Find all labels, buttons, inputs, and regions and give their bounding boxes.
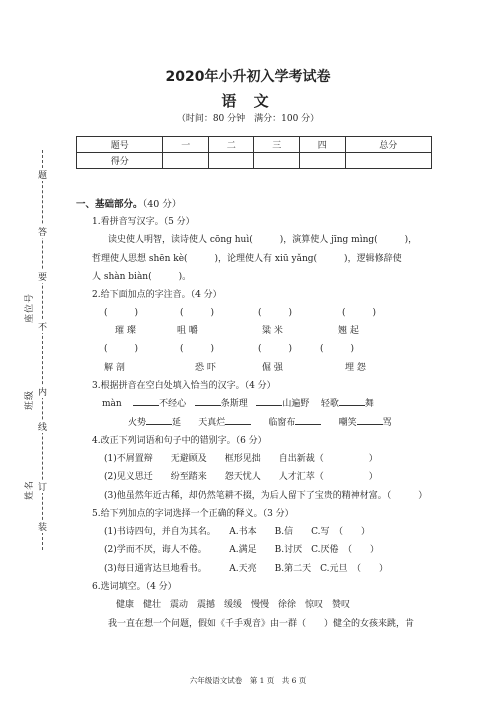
name-label: 姓名: [25, 479, 35, 500]
q6-word-bank: 健康 健壮 震动 震撼 缓缓 慢慢 徐徐 惊叹 赞叹: [116, 600, 351, 610]
score-cell: 二: [208, 137, 254, 153]
time-note: （时间：80 分钟 满分：100 分）: [176, 114, 320, 124]
q2-stem: 2.给下面加点的字注音。（4 分）: [92, 290, 222, 300]
q3-word: 舞: [364, 399, 374, 409]
q3-blank[interactable]: [195, 396, 221, 406]
score-cell: 总分: [345, 137, 432, 153]
q4-line: (3)他虽然年近古稀，却仍然笔耕不掇，为后人留下了宝贵的精神材富。（ ）: [104, 491, 428, 501]
score-cell: 三: [254, 137, 300, 153]
binding-mark-2: 答: [38, 225, 47, 238]
q3-word: 条斯理: [220, 399, 248, 409]
q3-pinyin: màn: [102, 399, 122, 409]
score-cell: 一: [163, 137, 209, 153]
q6-stem: 6.选词填空。（4 分）: [92, 582, 177, 592]
q3-word: 山遍野: [282, 399, 310, 409]
q6-line: 我一直在想一个问题，假如《千手观音》由一群（ ）健全的女孩来跳，肯: [108, 619, 415, 629]
q3-blank[interactable]: [225, 415, 251, 425]
binding-mark-3: 要: [38, 270, 47, 283]
score-table-score-row: [77, 153, 432, 169]
score-input-cell[interactable]: [345, 153, 432, 169]
q2-word: 恐 吓: [195, 363, 216, 373]
q3-word: 轻歌: [320, 399, 339, 409]
q2-bracket[interactable]: ( ): [104, 308, 139, 318]
q2-bracket[interactable]: ( ): [320, 344, 355, 354]
q5-stem: 5.给下列加点的字词选择一个正确的释义。（3 分）: [92, 509, 294, 519]
seat-number-label: 座位号: [25, 292, 35, 323]
score-cell: 四: [299, 137, 345, 153]
binding-mark-5: 内: [38, 385, 47, 398]
score-input-cell[interactable]: [254, 153, 300, 169]
binding-mark-8: 装: [38, 520, 47, 533]
q3-blank[interactable]: [339, 396, 365, 406]
q3-word: 嘲笑: [338, 418, 357, 428]
q1-line: 哲理使人思想 shēn kè( )，论理使人有 xiū yǎng( )，逻辑修辞使: [92, 254, 402, 264]
q5-line: (3)每日通宵达旦地看书。 A.天亮 B.第二天 C.元旦 （ ）: [104, 564, 389, 574]
q2-word: 璀 璨: [115, 326, 136, 336]
q1-stem: 1.看拼音写汉字。（5 分）: [92, 217, 195, 227]
q2-bracket[interactable]: ( ): [180, 308, 215, 318]
q1-line: 人 shàn biàn( )。: [92, 272, 192, 282]
q4-stem: 4.改正下列词语和句子中的错别字。（6 分）: [92, 436, 267, 446]
q2-word: 解 剖: [104, 363, 125, 373]
q2-bracket[interactable]: ( ): [180, 344, 215, 354]
q4-line: (2)见义思迁 纷至踏来 怨天忧人 人才汇萃（ ）: [104, 472, 378, 482]
q2-word: 埋 怨: [345, 363, 366, 373]
score-table-header-row: [77, 137, 432, 153]
binding-mark-6: 线: [38, 420, 47, 433]
q3-blank[interactable]: [146, 415, 172, 425]
section-heading: [76, 196, 181, 210]
q2-word: 倔 强: [262, 363, 283, 373]
binding-mark-4: 不: [38, 320, 47, 333]
q3-word: 火势: [128, 418, 147, 428]
q5-line: (1)书诗四句，并自为其名。 A.书本 B.信 C.写 （ ）: [104, 527, 371, 537]
score-input-cell[interactable]: [299, 153, 345, 169]
score-cell: 题号: [77, 137, 163, 153]
q2-bracket[interactable]: ( ): [104, 344, 139, 354]
section-heading-text: 一、基础部分。: [76, 199, 143, 210]
q2-word: 粱 米: [262, 326, 283, 336]
q3-row: [102, 396, 374, 409]
q5-line: (2)学而不厌，诲人不倦。 A.满足 B.讨厌 C.厌倦 （ ）: [104, 545, 380, 555]
q3-blank[interactable]: [357, 415, 383, 425]
exam-title: 2020年小升初入学考试卷: [165, 69, 331, 85]
binding-mark-7: 订: [38, 480, 47, 493]
q2-word: 翘 起: [338, 326, 359, 336]
section-points: （40 分）: [142, 199, 182, 210]
score-input-cell[interactable]: [163, 153, 209, 169]
q2-word: 咀 嚼: [177, 326, 198, 336]
q3-word: 不经心: [159, 399, 187, 409]
q3-blank[interactable]: [133, 396, 159, 406]
q2-bracket[interactable]: ( ): [342, 308, 377, 318]
q3-row: [128, 415, 392, 428]
q3-word: 骂: [382, 418, 392, 428]
subject-title: 语 文: [221, 92, 275, 110]
score-input-cell[interactable]: [208, 153, 254, 169]
score-table: [76, 136, 432, 169]
q3-stem: 3.根据拼音在空白处填入恰当的汉字。（4 分）: [92, 381, 276, 391]
q3-word: 延: [172, 418, 182, 428]
q2-bracket[interactable]: ( ): [258, 344, 293, 354]
class-label: 班级: [25, 389, 35, 410]
score-cell: 得分: [77, 153, 163, 169]
binding-mark-1: 题: [38, 168, 47, 181]
q2-bracket[interactable]: ( ): [258, 308, 293, 318]
q3-word: 天真烂: [198, 418, 226, 428]
page-footer: 六年级语文试卷 第 1 页 共 6 页: [189, 676, 307, 685]
q1-line: 读史使人明智，读诗使人 cōng huì( )，演算使人 jīng mìng( )，: [108, 235, 418, 245]
q3-blank[interactable]: [295, 415, 321, 425]
q3-word: 临窗布: [268, 418, 296, 428]
q4-line: (1)不屑置辩 无避顾及 框形见拙 自出新裁（ ）: [104, 454, 378, 464]
q3-blank[interactable]: [256, 396, 282, 406]
